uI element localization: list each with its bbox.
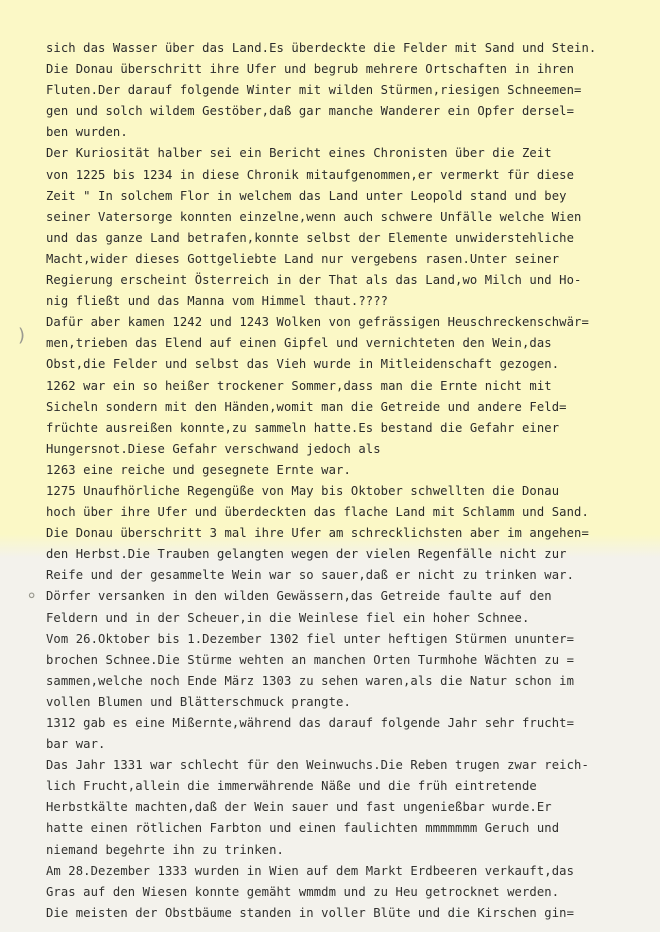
text-line: Dafür aber kamen 1242 und 1243 Wolken von gefrässigen Heuschreckenschwär= xyxy=(46,315,589,330)
text-line: Vom 26.Oktober bis 1.Dezember 1302 fiel unter heftigen Stürmen ununter= xyxy=(46,631,575,646)
margin-mark: ∘ xyxy=(26,585,38,606)
text-line: Herbstkälte machten,daß der Wein sauer und fast ungenießbar wurde.Er xyxy=(46,800,552,815)
text-line: Reife und der gesammelte Wein war so sauer,daß er nicht zu trinken war. xyxy=(46,568,575,583)
text-line: Das Jahr 1331 war schlecht für den Weinwuchs.Die Reben trugen zwar reich- xyxy=(46,758,589,773)
text-line: seiner Vatersorge konnten einzelne,wenn auch schwere Unfälle welche Wien xyxy=(46,209,582,224)
text-line: Obst,die Felder und selbst das Vieh wurde in Mitleidenschaft gezogen. xyxy=(46,357,560,372)
text-line: Die Donau überschritt 3 mal ihre Ufer am schrecklichsten aber im angehen= xyxy=(46,526,589,541)
text-line: den Herbst.Die Trauben gelangten wegen der vielen Regenfälle nicht zur xyxy=(46,547,567,562)
margin-mark: ) xyxy=(18,325,26,346)
text-line: Am 28.Dezember 1333 wurden in Wien auf dem Markt Erdbeeren verkauft,das xyxy=(46,863,575,878)
text-line: niemand begehrte ihn zu trinken. xyxy=(46,842,284,857)
text-line: Fluten.Der darauf folgende Winter mit wilden Stürmen,riesigen Schneemen= xyxy=(46,83,582,98)
text-line: hoch über ihre Ufer und überdeckten das flache Land mit Schlamm und Sand. xyxy=(46,505,589,520)
text-line: Der Kuriosität halber sei ein Bericht eines Chronisten über die Zeit xyxy=(46,146,552,161)
text-line: und das ganze Land betrafen,konnte selbst der Elemente unwiderstehliche xyxy=(46,230,575,245)
text-line: ben wurden. xyxy=(46,125,128,140)
text-line: früchte ausreißen konnte,zu sammeln hatte.Es bestand die Gefahr einer xyxy=(46,420,560,435)
text-line: Dörfer versanken in den wilden Gewässern,das Getreide faulte auf den xyxy=(46,589,552,604)
text-line: 1275 Unaufhörliche Regengüße von May bis Oktober schwellten die Donau xyxy=(46,483,560,498)
text-line: brochen Schnee.Die Stürme wehten an manchen Orten Turmhohe Wächten zu = xyxy=(46,652,575,667)
text-line: sich das Wasser über das Land.Es überdeckte die Felder mit Sand und Stein. xyxy=(46,41,597,55)
text-line: bar war. xyxy=(46,737,106,752)
text-line: 1262 war ein so heißer trockener Sommer,dass man die Ernte nicht mit xyxy=(46,378,552,393)
text-line: Die Donau überschritt ihre Ufer und begrub mehrere Ortschaften in ihren xyxy=(46,62,575,77)
text-line: Hungersnot.Diese Gefahr verschwand jedoch als xyxy=(46,441,381,456)
text-line: hatte einen rötlichen Farbton und einen faulichten mmmmmmm Geruch und xyxy=(46,821,560,836)
text-line: Feldern und in der Scheuer,in die Weinlese fiel ein hoher Schnee. xyxy=(46,610,530,625)
text-line: nig fließt und das Manna vom Himmel thaut.???? xyxy=(46,294,389,309)
text-line: Sicheln sondern mit den Händen,womit man die Getreide und andere Feld= xyxy=(46,399,567,414)
text-line: 1312 gab es eine Mißernte,während das darauf folgende Jahr sehr frucht= xyxy=(46,716,575,730)
text-line: Regierung erscheint Österreich in der That als das Land,wo Milch und Ho- xyxy=(46,273,582,288)
text-line: men,trieben das Elend auf einen Gipfel und vernichteten den Wein,das xyxy=(46,336,552,351)
text-line: sammen,welche noch Ende März 1303 zu sehen waren,als die Natur schon im xyxy=(46,673,575,688)
text-line: Gras auf den Wiesen konnte gemäht wmmdm und zu Heu getrocknet werden. xyxy=(46,884,560,899)
text-line: von 1225 bis 1234 in diese Chronik mitaufgenommen,er vermerkt für diese xyxy=(46,167,575,182)
text-line: Zeit " In solchem Flor in welchem das Land unter Leopold stand und bey xyxy=(46,188,567,203)
text-line: Macht,wider dieses Gottgeliebte Land nur vergebens rasen.Unter seiner xyxy=(46,251,560,266)
text-line: Die meisten der Obstbäume standen in voller Blüte und die Kirschen gin= xyxy=(46,905,575,920)
text-line: 1263 eine reiche und gesegnete Ernte war. xyxy=(46,462,351,477)
text-line: vollen Blumen und Blätterschmuck prangte. xyxy=(46,694,351,709)
typed-text xyxy=(46,38,646,924)
text-line: lich Frucht,allein die immerwährende Näße und die früh eintretende xyxy=(46,779,537,794)
lower-section xyxy=(46,565,646,924)
text-line: gen und solch wildem Gestöber,daß gar manche Wanderer ein Opfer dersel= xyxy=(46,104,575,119)
